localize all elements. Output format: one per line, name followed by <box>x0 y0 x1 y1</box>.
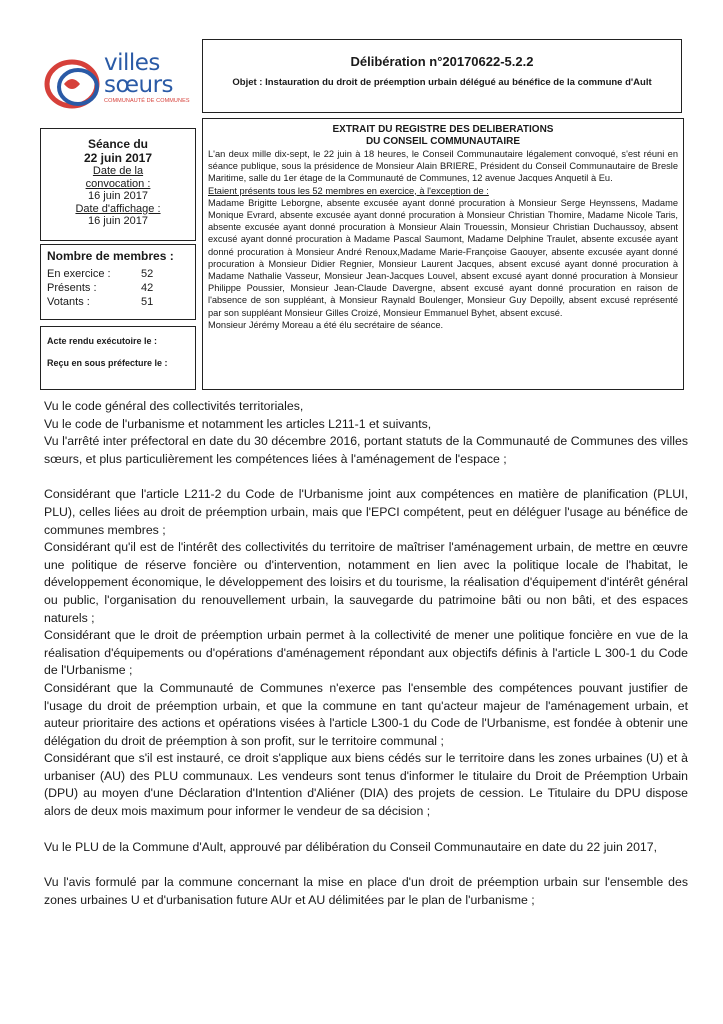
seance-box <box>40 128 196 241</box>
considerant-paragraph: Considérant qu'il est de l'intérêt des collectivités du territoire de maîtriser l'aménagement urbain, de mettre en œuvre une politique de réserve foncière ou d'intervention, notamment en lien avec la politique locale de l'habitat, le développement économique, le développement des loisirs et du tourisme, la réalisation d'équipement d'intérêt général ou public, l'organisation du renouvellement urbain, la sauvegarde du patrimoine bâti ou non bâti, et des espaces naturels ; <box>44 540 688 625</box>
considerant-paragraph: Considérant que la Communauté de Communes n'exerce pas l'ensemble des compétences pouvant justifier de l'usage du droit de préemption urbain, et que la commune en tant qu'acteur majeur de l'aménagement urbain, et auteur prioritaire des actions et opérations visées à l'article L300-1 du Code de l'Urbanisme, est fondée à obtenir une délégation du droit de préemption à son profit, sur le territoire communal ; <box>44 680 688 748</box>
title-box <box>202 39 682 113</box>
vu-paragraph: Vu le code de l'urbanisme et notamment les articles L211-1 et suivants, <box>44 416 432 431</box>
extract-body <box>208 148 678 331</box>
logo-subtitle: COMMUNAUTÉ DE COMMUNES <box>104 98 190 104</box>
vu-paragraph: Vu l'arrêté inter préfectoral en date du 30 décembre 2016, portant statuts de la Communauté de Communes des villes sœurs, et plus particulièrement les compétences liées à l'aménagement de l'espace ; <box>44 434 688 466</box>
convocation-date: 16 juin 2017 <box>88 190 148 202</box>
extract-presents: Etaient présents tous les 52 membres en exercice, à l'exception de : <box>208 185 489 196</box>
acte-box <box>40 326 196 390</box>
main-body <box>44 398 688 909</box>
extract-box <box>202 118 684 390</box>
extract-absents: Madame Brigitte Leborgne, absente excusée ayant donné procuration à Monsieur Serge Heynssens, Madame Monique Evrard, absente excusée ayant donné procuration à Monsieur Christian Thomire, Madame Nicole Taris, absente excusée ayant donné procuration à Monsieur Alain Trouessin, Monsieur Christian Duchaussoy, absent excusé ayant donné procuration à Madame Pascal Saumont, Madame Delphine Traulet, absente excusée ayant donné procuration à Monsieur André Renoux,Madame Marie-Françoise Gaouyer, absente excusée ayant donné procuration à Monsieur Didier Regnier, Monsieur Laurent Jacques, absent excusé ayant donné procuration à Madame Nathalie Vasseur, Monsieur Jean-Jacques Louvel, absent excusé ayant donné procuration à Monsieur Philippe Poussier, Monsieur Jean-Claude Davergne, absent excusé ayant donné procuration en raison de l'absence de son suppléant, à Monsieur Raynald Boulenger, Monsieur Guy Depoilly, absent excusé représenté par son suppléant Monsieur Gilles Croizé, Monsieur Emmanuel Byhet, absent excusé. <box>208 197 678 318</box>
logo-line2: sœurs <box>104 72 174 98</box>
affichage-label: Date d'affichage : <box>75 202 161 215</box>
affichage-date: 16 juin 2017 <box>88 215 148 227</box>
members-row-value: 42 <box>141 282 154 294</box>
members-title: Nombre de membres : <box>47 249 174 263</box>
deliberation-objet: Objet : Instauration du droit de préemption urbain délégué au bénéfice de la commune d'Ault <box>232 77 652 88</box>
extract-intro: L'an deux mille dix-sept, le 22 juin à 18 heures, le Conseil Communautaire légalement convoqué, s'est réuni en séance publique, sous la présidence de Monsieur Alain BRIERE, Président du Conseil Communautaire de Bresle Maritime, salle du 1er étage de la Communauté de Communes, 12 avenue Jacques Anquetil à Eu. <box>208 149 678 184</box>
members-row-label: Votants : <box>47 296 90 308</box>
convocation-label: Date de la convocation : <box>85 165 151 190</box>
members-row-value: 51 <box>141 296 154 308</box>
extract-secretary: Monsieur Jérémy Moreau a été élu secrétaire de séance. <box>208 319 444 330</box>
vu-paragraph: Vu l'avis formulé par la commune concernant la mise en place d'un droit de préemption urbain sur l'ensemble des zones urbaines U et d'urbanisation future AUr et AU délimitées par le plan de l'urbanisme ; <box>44 875 688 907</box>
seance-date: 22 juin 2017 <box>83 151 153 165</box>
acte-prefecture: Reçu en sous préfecture le : <box>47 358 168 368</box>
logo-emblem-icon <box>44 56 106 116</box>
logo-line1: villes <box>104 50 160 76</box>
considerant-paragraph: Considérant que s'il est instauré, ce droit s'applique aux biens cédés sur le territoire dans les zones urbaines (U) et à urbaniser (AU) des PLU communaux. Les vendeurs sont tenus d'informer le titulaire du Droit de Préemption Urbain (DPU) au moyen d'une Déclaration d'Intention d'Aliéner (DIA) des projets de cession. Le Titulaire du DPU dispose alors de deux mois maximum pour informer le vendeur de sa décision ; <box>44 751 688 819</box>
acte-executoire: Acte rendu exécutoire le : <box>47 336 158 346</box>
seance-title: Séance du <box>87 137 149 151</box>
deliberation-title: Délibération n°20170622-5.2.2 <box>350 54 534 69</box>
members-box <box>40 244 196 320</box>
vu-paragraph: Vu le PLU de la Commune d'Ault, approuvé par délibération du Conseil Communautaire en date du 22 juin 2017, <box>44 839 658 854</box>
members-row-label: En exercice : <box>47 268 111 280</box>
members-row-value: 52 <box>141 268 154 280</box>
logo-text <box>104 52 204 104</box>
extract-subtitle: DU CONSEIL COMMUNAUTAIRE <box>365 136 521 147</box>
members-row-label: Présents : <box>47 282 97 294</box>
considerant-paragraph: Considérant que l'article L211-2 du Code de l'Urbanisme joint aux compétences en matière de planification (PLUI, PLU), celles liées au droit de préemption urbain, mais que l'EPCI compétent, peut en déléguer l'usage au bénéfice de communes membres ; <box>44 487 688 537</box>
vu-paragraph: Vu le code général des collectivités territoriales, <box>44 399 304 413</box>
considerant-paragraph: Considérant que le droit de préemption urbain permet à la collectivité de mener une politique foncière en vue de la réalisation d'équipements ou d'opérations d'aménagement répondant aux objectifs définis à l'article L 300-1 du Code de l'Urbanisme ; <box>44 628 688 678</box>
extract-title: EXTRAIT DU REGISTRE DES DELIBERATIONS <box>332 124 554 135</box>
